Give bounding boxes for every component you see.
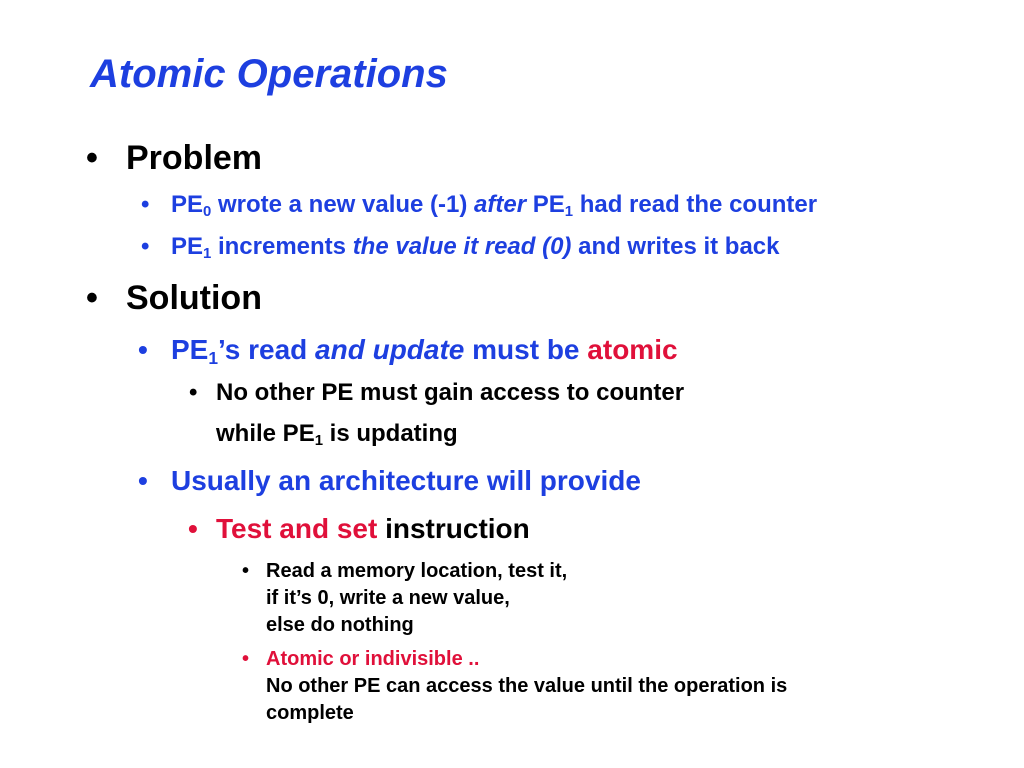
solution-item-2	[138, 464, 641, 498]
problem-heading	[86, 138, 263, 178]
tas-item-2-line3: complete	[266, 702, 354, 724]
bullet-icon: •	[86, 279, 98, 317]
tas-item-1-line3: else do nothing	[266, 614, 414, 636]
tas-item-2-cont1	[266, 673, 787, 700]
tas-item-1-line1: Read a memory location, test it,	[266, 560, 568, 582]
tas-item-2-line2: No other PE can access the value until the operation is	[266, 675, 788, 697]
pe-label: PE	[526, 191, 565, 218]
bullet-icon: •	[141, 233, 150, 260]
solution-sub-item-1	[189, 378, 685, 408]
solution-sub-item-1-cont	[216, 419, 458, 452]
solution-sub-item-1-line2: while PE	[216, 420, 315, 447]
bullet-icon: •	[189, 379, 198, 406]
pe-subscript: 1	[208, 347, 219, 368]
solution-heading-text: Solution	[126, 279, 262, 317]
tas-item-1-line2: if it’s 0, write a new value,	[266, 587, 510, 609]
problem-item-2-text: increments	[211, 233, 353, 260]
solution-item-1-text: ’s read	[218, 334, 316, 365]
bullet-icon: •	[242, 560, 250, 582]
pe-label: PE	[171, 334, 209, 365]
pe-label: PE	[171, 191, 204, 218]
pe-subscript: 0	[203, 204, 212, 221]
test-and-set-text: Test and set	[216, 513, 378, 544]
pe-label: PE	[171, 233, 204, 260]
tas-item-2-line1: Atomic or indivisible ..	[266, 648, 480, 670]
pe-subscript: 1	[203, 246, 212, 263]
atomic-keyword: atomic	[587, 334, 678, 365]
pe-subscript: 1	[564, 204, 574, 221]
bullet-icon: •	[138, 465, 148, 496]
solution-sub-item-1-line1: No other PE must gain access to counter	[216, 379, 685, 406]
solution-sub-item-1-line2-end: is updating	[322, 420, 458, 447]
solution-heading	[86, 278, 262, 318]
problem-item-1-text: wrote a new value (-1)	[211, 191, 475, 218]
tas-item-1-cont1	[266, 585, 510, 612]
test-and-set-item	[188, 512, 530, 546]
problem-item-1-text-end: had read the counter	[573, 191, 818, 218]
bullet-icon: •	[188, 513, 198, 544]
problem-item-2-text-end: and writes it back	[571, 233, 780, 260]
instruction-text: instruction	[377, 513, 530, 544]
tas-item-2	[242, 646, 480, 673]
tas-item-2-cont2	[266, 700, 354, 727]
tas-item-1	[242, 558, 568, 585]
slide-title: Atomic Operations	[90, 52, 448, 96]
problem-item-1	[141, 190, 818, 223]
solution-item-1	[138, 333, 678, 370]
pe-subscript: 1	[314, 433, 323, 450]
bullet-icon: •	[86, 139, 98, 177]
bullet-icon: •	[141, 191, 150, 218]
solution-item-2-text: Usually an architecture will provide	[171, 465, 641, 496]
problem-heading-text: Problem	[126, 139, 263, 177]
after-emphasis: after	[474, 191, 527, 218]
tas-item-1-cont2	[266, 612, 414, 639]
value-read-emphasis: the value it read (0)	[352, 233, 572, 260]
and-update-emphasis: and update	[315, 334, 465, 365]
problem-item-2	[141, 232, 780, 265]
bullet-icon: •	[242, 648, 250, 670]
bullet-icon: •	[138, 334, 148, 365]
solution-item-1-text-mid: must be	[464, 334, 588, 365]
